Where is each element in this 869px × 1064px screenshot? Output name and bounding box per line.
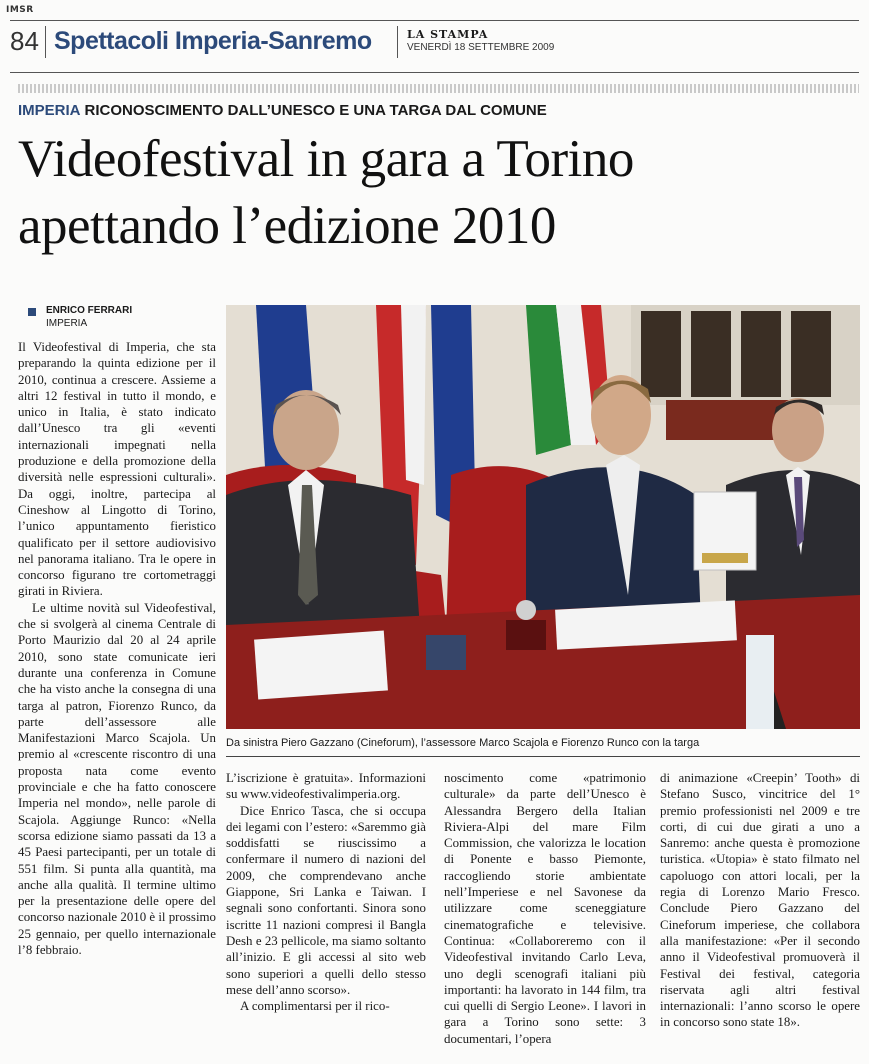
article-column-1 xyxy=(18,339,216,958)
byline-place: IMPERIA xyxy=(46,318,88,329)
article-column-3 xyxy=(444,770,646,1047)
edition-tag: IMSR xyxy=(6,5,34,15)
kicker-place: IMPERIA xyxy=(18,102,81,119)
paragraph: di animazione «Creepin’ Tooth» di Stefano Susco, vincitrice del 1° premio professionisti nel 2009 e tre corti, di cui due girati a uno a Sanremo: anche questa è promozione turistica. «Utopia» è stato filmato nel capoluogo con attori locali, per la regia di Lorenzo Mario Fresco. Conclude Piero Gazzano del Cineforum imperiese, che collabora alla manifestazione: «Per il secondo anno il Videofestival promuoverà il Festival dei festival, categoria riservata agli altri festival internazionali: l’anno scorso le opere in concorso sono state 18». xyxy=(660,771,860,1030)
article-column-2 xyxy=(226,770,426,1014)
kicker-text: RICONOSCIMENTO DALL’UNESCO E UNA TARGA DAL COMUNE xyxy=(84,102,547,119)
decorative-dot-band xyxy=(18,84,859,93)
photo-caption: Da sinistra Piero Gazzano (Cineforum), l’assessore Marco Scajola e Fiorenzo Runco con la targa xyxy=(226,737,700,749)
section-title: Spettacoli Imperia-Sanremo xyxy=(54,27,372,55)
issue-date: VENERDÌ 18 SETTEMBRE 2009 xyxy=(407,42,555,53)
header-separator xyxy=(45,26,46,58)
header-rule-bottom xyxy=(10,72,859,73)
photo-illustration xyxy=(226,305,860,729)
paragraph: L’iscrizione è gratuita». Informazioni su www.videofestivalimperia.org. xyxy=(226,771,426,802)
page-number: 84 xyxy=(10,26,39,56)
headline xyxy=(18,126,863,260)
kicker xyxy=(18,102,547,119)
paragraph: noscimento come «patrimonio culturale» da parte dell’Unesco è Alessandra Bergero della Italian Riviera-Alpi del mare Film Commission, che valorizza le location di Ponente e basso Piemonte, raccogliendo storie ambientate nell’Imperiese e nel Savonese da utilizzare come sceneggiature cinematografiche e televisive. Continua: «Collaboreremo con il Videofestival invitando Carlo Leva, uno degli scenografi italiani più importanti: ha lavorato in 144 film, tra cui quelli di Sergio Leone». I lavori in gara a Torino sono sette: 3 documentari, l’opera xyxy=(444,771,646,1046)
paragraph: Le ultime novità sul Videofestival, che si svolgerà al cinema Centrale di Porto Maurizio dal 20 al 24 aprile 2010, sono state comunicate ieri durante una conferenza in Comune che ha visto anche la consegna di una targa al patron, Fiorenzo Runco, da parte dell’assessore alle Manifestazioni Marco Scajola. Un premio al «crescente riscontro di una proposta nata come evento provinciale e che ha fatto conoscere Imperia nel mondo», nelle parole di Scajola. Aggiunge Runco: «Nella scorsa edizione siamo passati da 13 a 45 Paesi partecipanti, per un totale di 551 film. Si punta alla quantità, ma anche alla qualità. Il termine ultimo per la presentazione delle opere del concorso nazionale 2010 è il prossimo 25 gennaio, per quello internazionale l’8 febbraio. xyxy=(18,600,216,957)
article-column-4 xyxy=(660,770,860,1031)
paragraph: Il Videofestival di Imperia, che sta preparando la quinta edizione per il 2010, continua a crescere. Assieme a altri 12 festival in tutto il mondo, e unico in Italia, è stato indicato dall’Unesco tra gli «eventi internazionali impegnati nella produzione e della promozione della diversità nelle espressioni culturali». Da oggi, inoltre, partecipa al Cineshow al Lingotto di Torino, l’unico appuntamento fieristico qualificato per il settore audiovisivo nel panorama italiano. Tra le opere in concorso figurano tre cortometraggi girati in Riviera. xyxy=(18,340,216,599)
headline-line-1: Videofestival in gara a Torino xyxy=(18,130,634,188)
header-rule xyxy=(10,20,859,21)
paragraph: Dice Enrico Tasca, che si occupa dei legami con l’estero: «Saremmo già soddisfatti se riuscissimo a confermare il numero di nazioni del 2009, che comprendevano anche Giappone, Sri Lanka e Taiwan. I segnali sono confortanti. Sinora sono iscritte 11 nazioni compresi il Bangla Desh e 23 pellicole, ma siamo soltanto all’inizio. E gli accessi al sito web sono superiori a quelli dello stesso mese dell’anno scorso». xyxy=(226,803,426,997)
masthead: LA STAMPA xyxy=(407,28,489,41)
byline-author: ENRICO FERRARI xyxy=(46,305,133,316)
article-photo xyxy=(226,305,860,729)
headline-line-2: apettando l’edizione 2010 xyxy=(18,197,556,255)
byline-marker xyxy=(28,308,36,316)
header-separator-2 xyxy=(397,26,398,58)
caption-rule xyxy=(226,756,860,757)
paragraph: A complimentarsi per il rico- xyxy=(240,999,390,1014)
